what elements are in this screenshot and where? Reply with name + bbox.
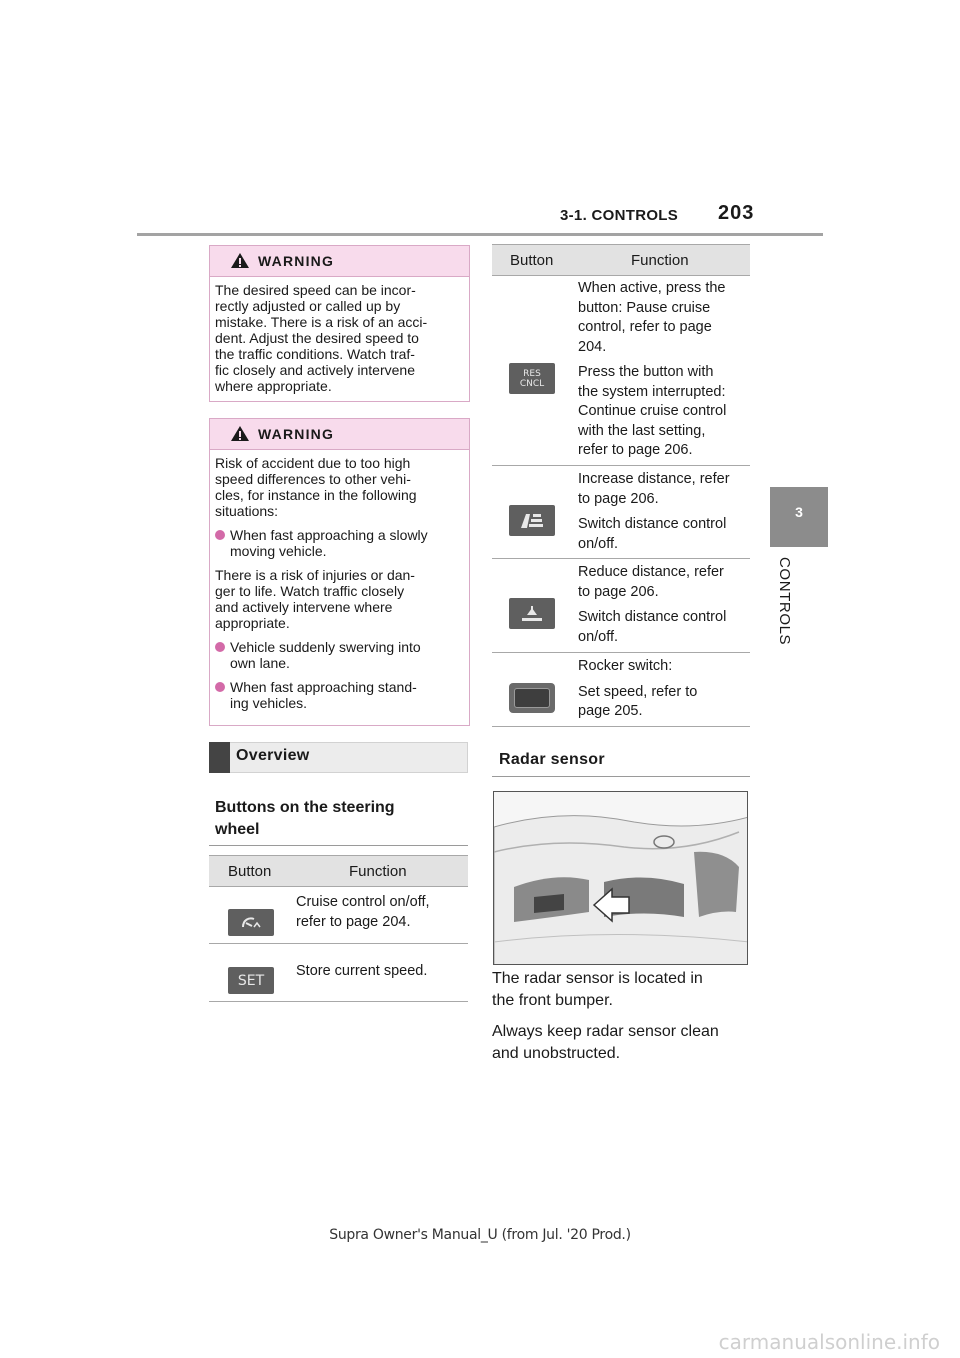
section-title: 3-1. CONTROLS: [560, 207, 679, 224]
chapter-number: 3: [795, 504, 803, 520]
chapter-label: CONTROLS: [776, 557, 793, 646]
function-text: Set speed, refer to page 205.: [578, 683, 698, 719]
column-header-button: Button: [510, 252, 554, 269]
bullet-text: When fast approaching a slowly moving vehicle.: [230, 527, 428, 559]
warning-middle-text: There is a risk of injuries or dan- ger to life. Watch traffic closely and actively intervene where appropriate.: [215, 567, 415, 631]
res-label: RES: [523, 368, 541, 379]
function-text: Switch distance control on/off.: [578, 516, 727, 552]
function-text: Press the button with the system interrupted: Continue cruise control with the last setting, refer to page 206.: [578, 364, 727, 458]
column-header-function: Function: [631, 252, 689, 269]
row-divider: [492, 652, 750, 653]
function-text: Switch distance control on/off.: [578, 609, 727, 645]
column-header-function: Function: [349, 863, 407, 880]
warning-bullet: [215, 639, 459, 671]
warning-bullet: [215, 527, 459, 559]
header-rule: [137, 233, 823, 236]
row-divider: [492, 558, 750, 559]
cruise-control-icon: [228, 909, 274, 936]
warning-header: [210, 419, 469, 450]
function-text: When active, press the button: Pause cruise control, refer to page 204.: [578, 280, 726, 355]
rocker-switch-icon: [509, 683, 555, 713]
row-divider: [209, 943, 468, 944]
warning-box-accident: [209, 418, 470, 726]
overview-heading-marker: [209, 742, 230, 773]
radar-sensor-illustration: [493, 791, 748, 965]
row-divider: [492, 465, 750, 466]
radar-text-clean: Always keep radar sensor clean and unobstructed.: [492, 1023, 719, 1062]
warning-intro: Risk of accident due to too high speed differences to other vehi- cles, for instance in the following situations:: [215, 455, 417, 519]
overview-heading: Overview: [236, 747, 310, 764]
watermark: carmanualsonline.info: [718, 1330, 940, 1354]
bullet-text: When fast approaching stand- ing vehicles.: [230, 679, 417, 711]
bullet-text: Vehicle suddenly swerving into own lane.: [230, 639, 421, 671]
bullet-dot-icon: [215, 530, 225, 540]
set-button-icon: SET: [228, 967, 274, 994]
bullet-dot-icon: [215, 682, 225, 692]
table-header: [492, 244, 750, 276]
footer-manual-title: Supra Owner's Manual_U (from Jul. '20 Prod.): [329, 1227, 631, 1243]
table-cell-function: [578, 470, 750, 560]
heading-rule: [492, 776, 750, 777]
warning-triangle-icon: [230, 425, 250, 442]
reduce-distance-icon: [509, 598, 555, 629]
function-text: Reduce distance, refer to page 206.: [578, 564, 724, 600]
res-cncl-icon: [509, 363, 555, 394]
column-header-button: Button: [228, 863, 272, 880]
warning-header: [210, 246, 469, 277]
function-text: Rocker switch:: [578, 658, 673, 674]
radar-sensor-heading: Radar sensor: [499, 751, 605, 768]
page-number: 203: [718, 202, 755, 224]
cncl-label: CNCL: [519, 378, 545, 389]
bullet-dot-icon: [215, 642, 225, 652]
warning-text: The desired speed can be incor- rectly adjusted or called up by mistake. There is a risk of an acci- dent. Adjust the desired speed to the traffic conditions. Watch traf- fic closely and actively intervene where appropriate.: [215, 282, 428, 394]
warning-bullet: [215, 679, 459, 711]
radar-text-location: The radar sensor is located in the front bumper.: [492, 970, 703, 1009]
radar-description: [492, 968, 757, 1074]
table-cell-function: Cruise control on/off, refer to page 204.: [296, 894, 430, 930]
table-header: [209, 855, 468, 887]
table-cell-function: Store current speed.: [296, 963, 428, 979]
row-divider: [209, 1001, 468, 1002]
row-divider: [492, 726, 750, 727]
table-cell-function: [578, 657, 750, 728]
warning-title: WARNING: [258, 253, 335, 269]
increase-distance-icon: [509, 505, 555, 536]
warning-triangle-icon: [230, 252, 250, 269]
steering-buttons-heading: Buttons on the steering wheel: [215, 799, 395, 838]
warning-box-speed: [209, 245, 470, 402]
table-cell-function: [578, 563, 750, 653]
heading-rule: [209, 845, 468, 846]
warning-title: WARNING: [258, 426, 335, 442]
table-cell-function: [578, 279, 750, 467]
function-text: Increase distance, refer to page 206.: [578, 471, 730, 507]
